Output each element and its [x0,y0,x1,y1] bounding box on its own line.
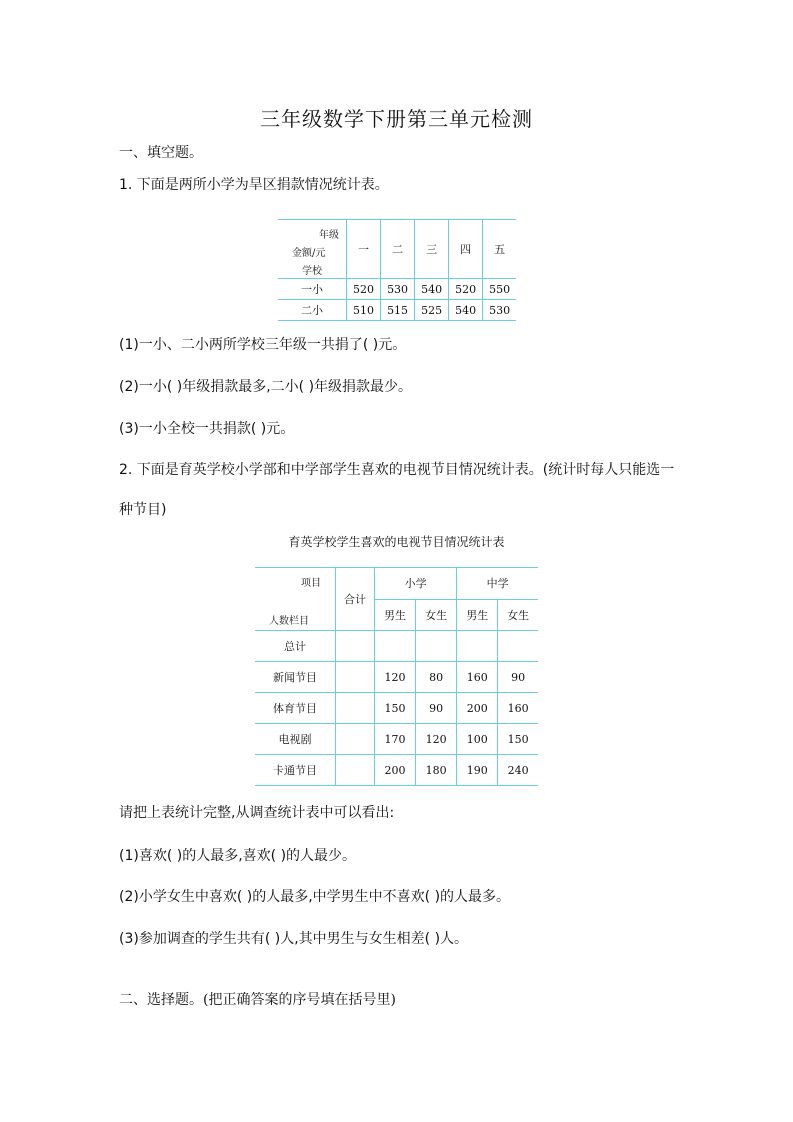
question-2-2: (2)小学女生中喜欢( )的人最多,中学男生中不喜欢( )的人最多。 [119,889,511,905]
header-school-label: 学校 [302,266,322,277]
table-cell: 90 [416,693,457,724]
sub-header: 女生 [416,599,457,631]
table-cell: 100 [457,724,498,755]
table-row [255,693,538,724]
table-cell: 540 [415,279,449,300]
header-amount-label: 金额/元 [292,248,326,259]
section-heading-fill-blank: 一、填空题。 [119,145,203,161]
question-2-intro: 请把上表统计完整,从调查统计表中可以看出: [119,805,395,821]
row-label: 总计 [255,631,336,662]
grade-header: 一 [347,220,381,279]
table-cell: 150 [498,724,538,755]
question-2-line-1: 2. 下面是育英学校小学部和中学部学生喜欢的电视节目情况统计表。(统计时每人只能选一 [119,462,675,478]
donation-table [278,219,516,321]
table-cell: 200 [457,693,498,724]
page-title: 三年级数学下册第三单元检测 [260,107,533,131]
table-cell: 525 [415,300,449,321]
grade-header: 五 [483,220,516,279]
tv-program-table [255,567,538,786]
table-caption: 育英学校学生喜欢的电视节目情况统计表 [288,535,505,549]
table-row [278,279,516,300]
row-label: 体育节目 [255,693,336,724]
header-item-label: 项目 [301,578,321,589]
table-cell: 510 [347,300,381,321]
table-cell: 120 [416,724,457,755]
table-cell: 150 [375,693,416,724]
table-cell: 200 [375,755,416,786]
diagonal-header-cell [278,220,347,279]
question-2-1: (1)喜欢( )的人最多,喜欢( )的人最少。 [119,848,357,864]
table-cell: 180 [416,755,457,786]
table-cell: 550 [483,279,516,300]
table-row [255,631,538,662]
table-cell [498,631,538,662]
group-header-middle: 中学 [457,568,538,600]
table-cell [416,631,457,662]
total-cell [336,755,375,786]
table-row [255,755,538,786]
grade-header: 三 [415,220,449,279]
section-heading-choice: 二、选择题。(把正确答案的序号填在括号里) [119,992,396,1008]
table-cell: 240 [498,755,538,786]
table-cell: 120 [375,662,416,693]
table-cell [457,631,498,662]
table-cell: 520 [449,279,483,300]
school-name: 二小 [278,300,347,321]
question-1-2: (2)一小( )年级捐款最多,二小( )年级捐款最少。 [119,379,413,395]
question-2-3: (3)参加调查的学生共有( )人,其中男生与女生相差( )人。 [119,931,469,947]
table-row [278,300,516,321]
question-2-line-2: 种节目) [119,502,167,518]
row-label: 新闻节目 [255,662,336,693]
row-label: 卡通节目 [255,755,336,786]
question-1: 1. 下面是两所小学为旱区捐款情况统计表。 [119,177,389,193]
table-cell: 80 [416,662,457,693]
table-cell: 90 [498,662,538,693]
total-cell [336,631,375,662]
header-count-label: 人数栏目 [269,616,309,627]
sub-header: 男生 [457,599,498,631]
total-cell [336,724,375,755]
table-cell: 190 [457,755,498,786]
table-cell: 540 [449,300,483,321]
question-1-1: (1)一小、二小两所学校三年级一共捐了( )元。 [119,337,407,353]
table-cell [375,631,416,662]
row-label: 电视剧 [255,724,336,755]
table-row [255,662,538,693]
header-grade-label: 年级 [319,230,339,241]
table-cell: 530 [381,279,415,300]
total-cell [336,693,375,724]
sub-header: 男生 [375,599,416,631]
table-cell: 160 [457,662,498,693]
sub-header: 女生 [498,599,538,631]
group-header-primary: 小学 [375,568,457,600]
diagonal-header-cell [255,568,336,631]
total-cell [336,662,375,693]
school-name: 一小 [278,279,347,300]
total-column-header: 合计 [336,568,375,631]
grade-header: 四 [449,220,483,279]
table-cell: 515 [381,300,415,321]
question-1-3: (3)一小全校一共捐款( )元。 [119,421,295,437]
table-cell: 170 [375,724,416,755]
grade-header: 二 [381,220,415,279]
table-cell: 530 [483,300,516,321]
table-cell: 160 [498,693,538,724]
table-row [255,724,538,755]
table-cell: 520 [347,279,381,300]
